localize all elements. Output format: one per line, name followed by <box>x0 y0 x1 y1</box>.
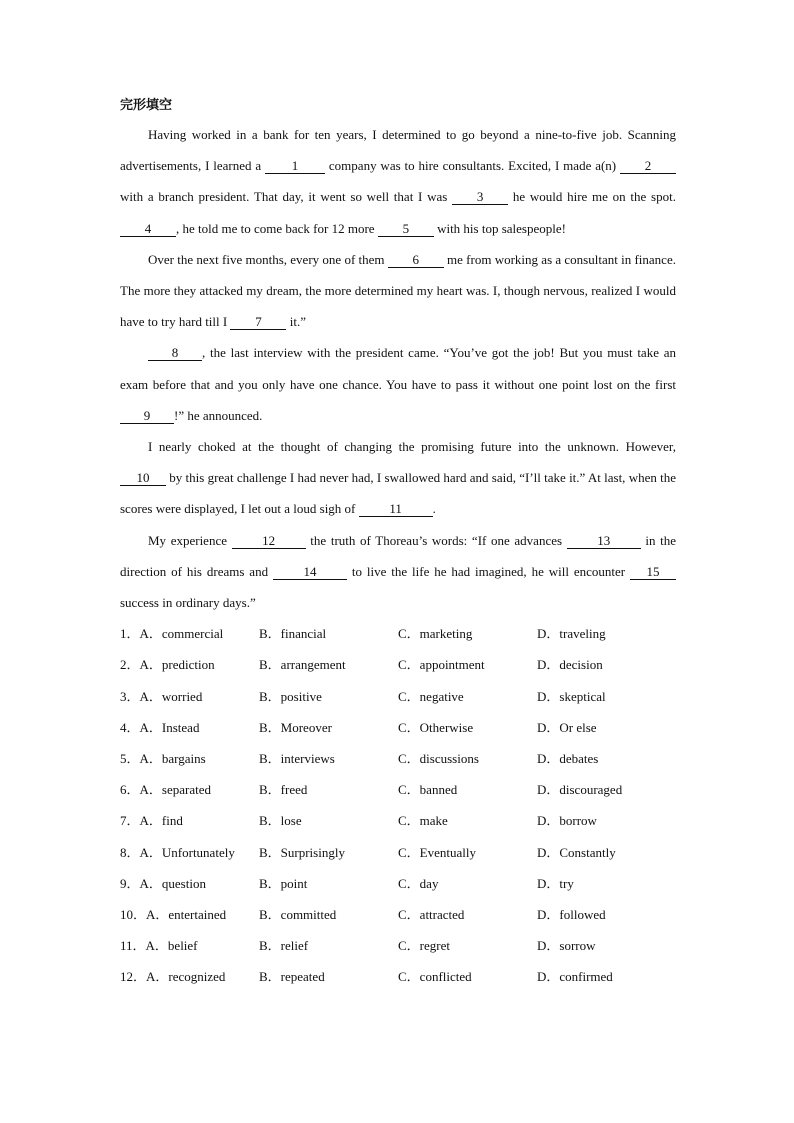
option-d <box>537 712 676 743</box>
option-text: D．Constantly <box>537 844 616 860</box>
blank-7: 7 <box>230 315 286 330</box>
option-text: D．skeptical <box>537 688 606 704</box>
option-text: B．relief <box>259 938 309 954</box>
passage-text: the truth of Thoreau’s words: “If one advances <box>305 532 567 548</box>
option-text: C．regret <box>398 938 450 954</box>
option-text: B．repeated <box>259 969 325 985</box>
option-text: C．marketing <box>398 626 473 642</box>
passage-text: with a branch president. That day, it went so well that I was <box>120 189 453 205</box>
option-b <box>259 805 398 836</box>
passage-text: Over the next five months, every one of them <box>148 251 388 267</box>
passage-text: he would hire me on the spot. <box>508 189 676 205</box>
option-text: C．conflicted <box>398 969 472 985</box>
option-d <box>537 618 676 649</box>
option-text: B．arrangement <box>259 657 346 673</box>
passage-text: by this great challenge I had never had, I swallowed hard and said, “I’ll take it.” At last, when the scores were displayed, I let out a loud sigh of <box>120 470 676 517</box>
passage-text: . <box>432 501 436 517</box>
option-text: C．Otherwise <box>398 719 474 735</box>
option-d <box>537 774 676 805</box>
question-row <box>120 743 676 774</box>
option-c <box>398 774 537 805</box>
option-d <box>537 649 676 680</box>
option-a <box>120 618 259 649</box>
option-text: B．point <box>259 875 308 891</box>
option-text: C．make <box>398 813 448 829</box>
blank-9: 9 <box>120 409 174 424</box>
option-c <box>398 681 537 712</box>
option-c <box>398 868 537 899</box>
question-number: 8． <box>120 844 140 860</box>
blank-12: 12 <box>232 534 306 549</box>
option-a <box>120 712 259 743</box>
question-number: 2． <box>120 657 140 673</box>
option-d <box>537 961 676 992</box>
option-text: D．decision <box>537 657 603 673</box>
option-b <box>259 743 398 774</box>
passage-paragraph <box>120 525 676 619</box>
option-c <box>398 618 537 649</box>
passage-paragraph <box>120 431 676 525</box>
option-d <box>537 681 676 712</box>
option-text: C．banned <box>398 782 458 798</box>
option-text: A．recognized <box>146 969 226 985</box>
option-text: D．debates <box>537 751 599 766</box>
option-text: C．attracted <box>398 906 465 922</box>
question-row <box>120 774 676 805</box>
question-number: 9． <box>120 875 140 891</box>
question-row <box>120 899 676 930</box>
option-text: C．Eventually <box>398 844 476 860</box>
passage-text: , the last interview with the president came. “You’ve got the job! But you must take an exam before that and you only have one chance. You have to pass it without one point lost on the first <box>120 345 676 392</box>
option-b <box>259 774 398 805</box>
option-text: D．sorrow <box>537 938 596 954</box>
blank-10: 10 <box>120 471 166 486</box>
question-number: 6． <box>120 782 140 798</box>
option-a <box>120 774 259 805</box>
question-number: 1． <box>120 626 140 642</box>
option-a <box>120 899 259 930</box>
option-b <box>259 712 398 743</box>
option-text: D．discouraged <box>537 782 623 798</box>
question-number: 11． <box>120 938 146 954</box>
option-text: A．bargains <box>139 751 206 766</box>
blank-13: 13 <box>567 534 641 549</box>
option-text: D．Or else <box>537 719 597 735</box>
option-text: A．separated <box>139 782 211 798</box>
option-d <box>537 930 676 961</box>
option-a <box>120 837 259 868</box>
passage-text: I nearly choked at the thought of changing the promising future into the unknown. However, <box>148 439 676 455</box>
option-b <box>259 899 398 930</box>
option-a <box>120 681 259 712</box>
option-b <box>259 649 398 680</box>
option-text: C．negative <box>398 688 464 704</box>
passage-text: with his top salespeople! <box>433 220 566 236</box>
option-text: D．borrow <box>537 813 597 829</box>
option-c <box>398 899 537 930</box>
option-text: A．commercial <box>139 626 224 642</box>
question-row <box>120 837 676 868</box>
option-d <box>537 805 676 836</box>
blank-11: 11 <box>359 502 433 517</box>
option-b <box>259 961 398 992</box>
passage-text: in the direction of his dreams and <box>120 532 676 579</box>
option-text: C．appointment <box>398 657 485 673</box>
blank-14: 14 <box>273 565 347 580</box>
option-b <box>259 618 398 649</box>
option-text: C．discussions <box>398 751 479 766</box>
option-text: A．belief <box>145 938 198 954</box>
option-text: D．followed <box>537 906 606 922</box>
option-text: A．question <box>139 875 206 891</box>
option-text: B．freed <box>259 782 308 798</box>
option-text: B．interviews <box>259 751 335 766</box>
option-text: B．financial <box>259 626 327 642</box>
option-c <box>398 961 537 992</box>
question-row <box>120 805 676 836</box>
question-row <box>120 868 676 899</box>
option-text: B．Moreover <box>259 719 332 735</box>
passage-text: Having worked in a bank for ten years, I determined to go beyond a nine-to-five job. Scanning advertisements, I learned a <box>120 127 676 174</box>
passage-text: me from working as a consultant in finance. The more they attacked my dream, the more determined my heart was. I, though nervous, realized I would have to try hard till I <box>120 251 676 330</box>
option-text: B．committed <box>259 906 337 922</box>
option-text: C．day <box>398 875 439 891</box>
option-b <box>259 681 398 712</box>
question-number: 5． <box>120 751 140 766</box>
blank-2: 2 <box>620 159 676 174</box>
passage-text: company was to hire consultants. Excited, I made a(n) <box>325 158 620 174</box>
option-d <box>537 868 676 899</box>
option-a <box>120 805 259 836</box>
question-number: 12． <box>120 969 147 985</box>
passage-text: , he told me to come back for 12 more <box>176 220 378 236</box>
option-c <box>398 743 537 774</box>
question-number: 7． <box>120 813 140 829</box>
option-a <box>120 649 259 680</box>
option-text: D．try <box>537 875 574 891</box>
option-text: D．traveling <box>537 626 606 642</box>
option-c <box>398 837 537 868</box>
question-row <box>120 649 676 680</box>
option-text: A．worried <box>139 688 203 704</box>
option-c <box>398 805 537 836</box>
option-d <box>537 837 676 868</box>
passage-paragraph <box>120 244 676 338</box>
option-text: B．lose <box>259 813 302 829</box>
option-text: A．find <box>139 813 183 829</box>
option-text: A．entertained <box>146 906 227 922</box>
option-c <box>398 930 537 961</box>
option-text: D．confirmed <box>537 969 613 985</box>
passage-text: success in ordinary days.” <box>120 595 256 611</box>
question-row <box>120 618 676 649</box>
option-c <box>398 649 537 680</box>
blank-6: 6 <box>388 253 444 268</box>
cloze-passage <box>120 119 676 618</box>
option-a <box>120 868 259 899</box>
blank-8: 8 <box>148 346 202 361</box>
option-b <box>259 930 398 961</box>
option-a <box>120 961 259 992</box>
question-list <box>120 618 676 992</box>
question-number: 10． <box>120 906 147 922</box>
blank-3: 3 <box>452 190 508 205</box>
question-row <box>120 930 676 961</box>
option-c <box>398 712 537 743</box>
option-b <box>259 837 398 868</box>
passage-text: to live the life he had imagined, he will encounter <box>346 563 630 579</box>
passage-paragraph <box>120 119 676 244</box>
option-a <box>120 930 259 961</box>
option-text: A．prediction <box>139 657 215 673</box>
option-d <box>537 743 676 774</box>
question-row <box>120 712 676 743</box>
question-row <box>120 961 676 992</box>
question-number: 4． <box>120 719 140 735</box>
option-d <box>537 899 676 930</box>
worksheet-page <box>120 96 676 993</box>
option-a <box>120 743 259 774</box>
blank-5: 5 <box>378 222 434 237</box>
blank-4: 4 <box>120 222 176 237</box>
passage-paragraph <box>120 337 676 431</box>
option-text: B．positive <box>259 688 322 704</box>
section-title: 完形填空 <box>120 98 173 113</box>
question-row <box>120 681 676 712</box>
passage-text: it.” <box>286 314 306 330</box>
option-text: A．Unfortunately <box>139 844 235 860</box>
option-text: B．Surprisingly <box>259 844 345 860</box>
passage-text: My experience <box>148 532 232 548</box>
passage-text: !” he announced. <box>174 407 263 423</box>
blank-15: 15 <box>630 565 676 580</box>
option-text: A．Instead <box>139 719 200 735</box>
blank-1: 1 <box>265 159 325 174</box>
option-b <box>259 868 398 899</box>
question-number: 3． <box>120 688 140 704</box>
